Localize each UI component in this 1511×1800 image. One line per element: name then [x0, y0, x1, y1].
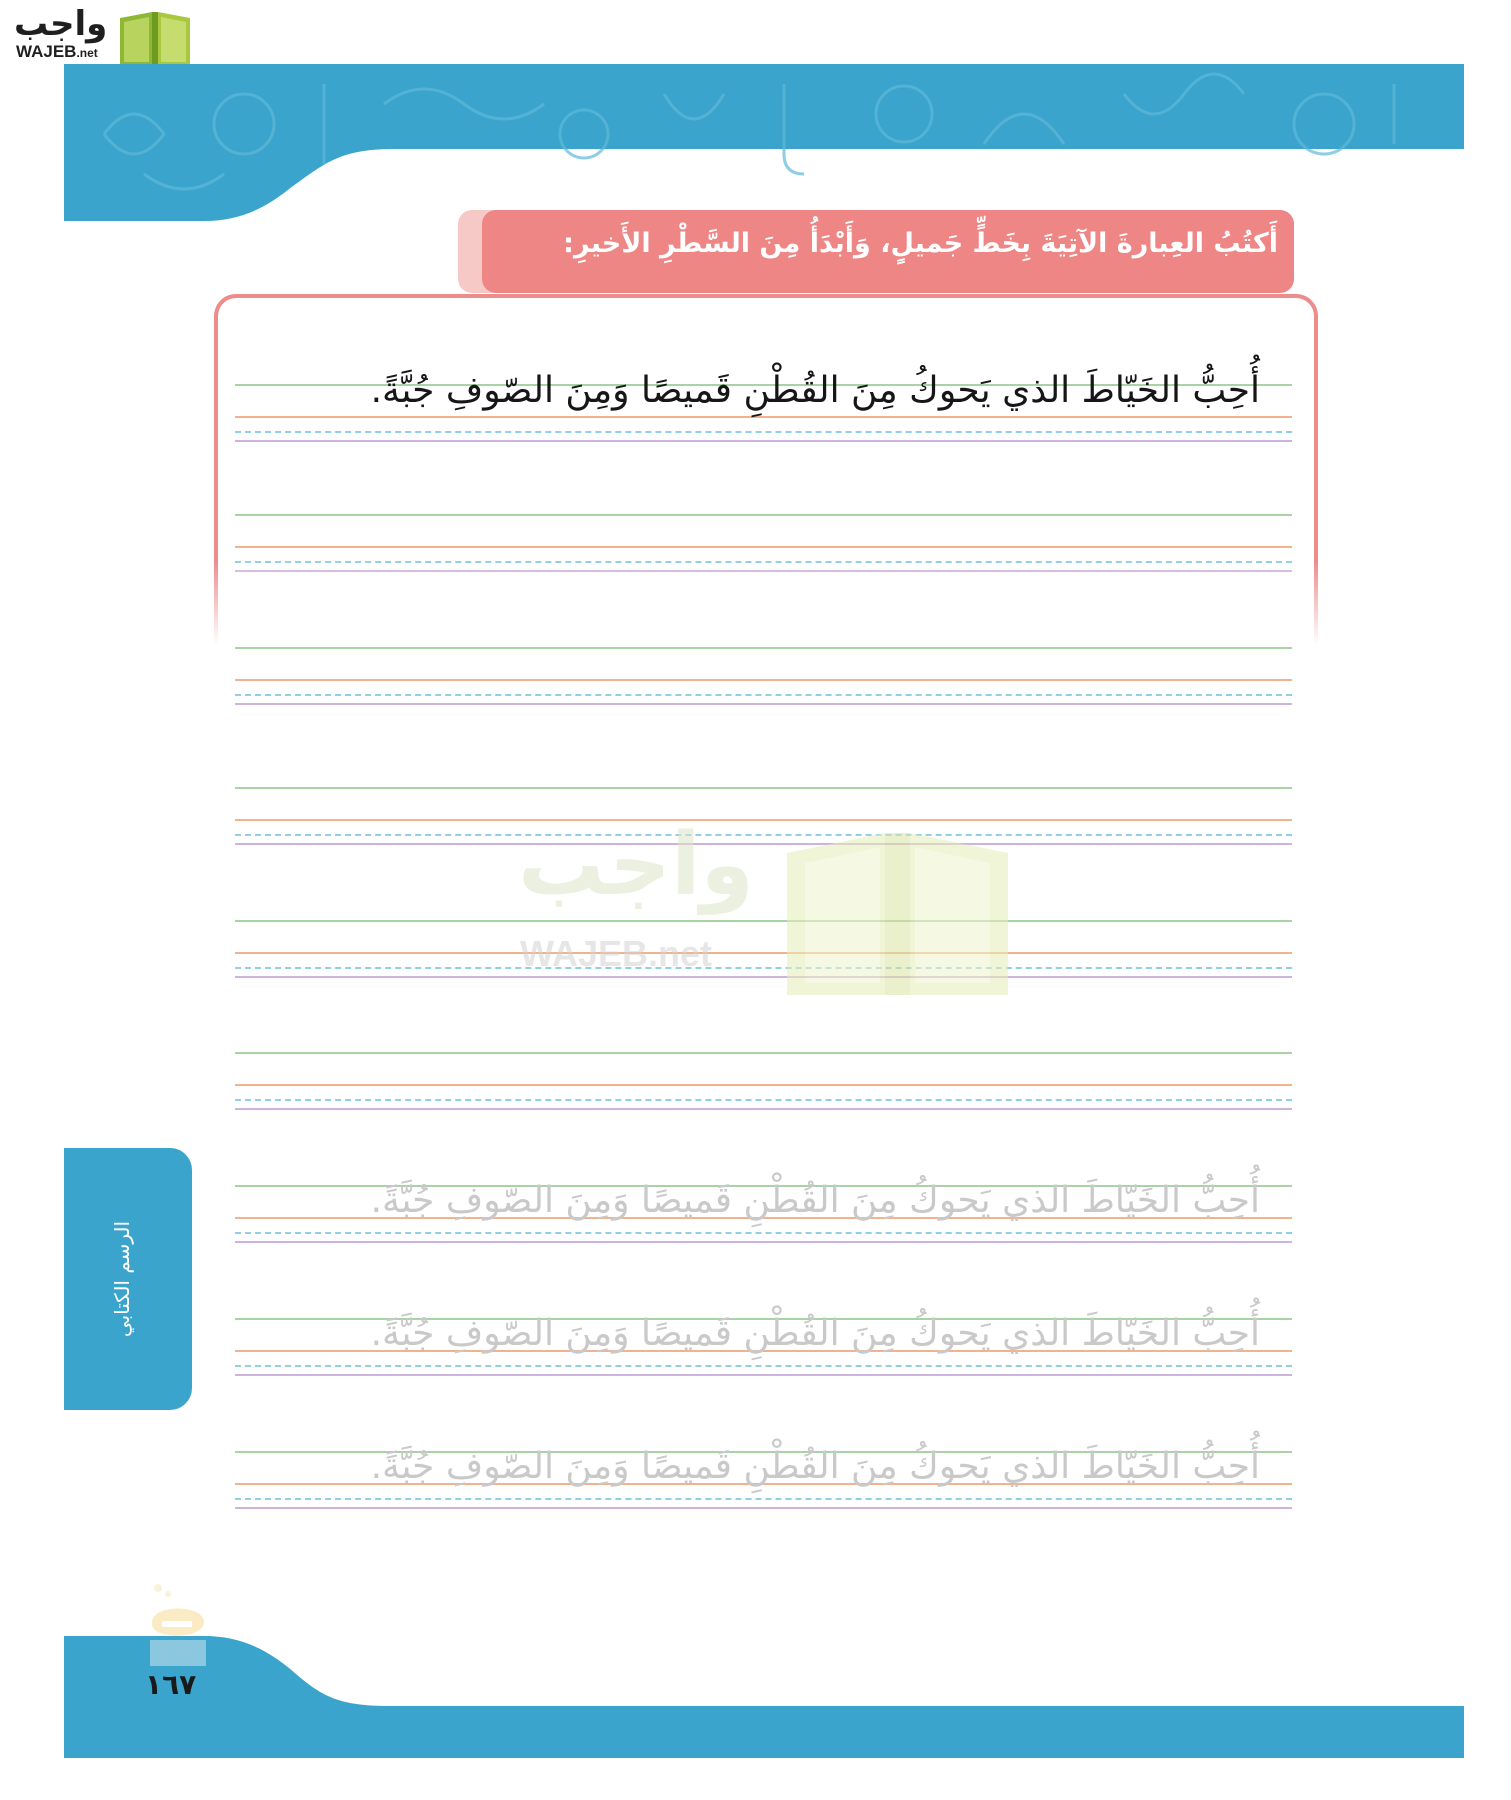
- ruled-line-3[interactable]: [235, 647, 1292, 707]
- instruction-text: أَكتُبُ العِبارةَ الآتِيَةَ بِخَطٍّ جَميلٍ، وَأَبْدَأُ مِنَ السَّطْرِ الأَخيرِ:: [563, 228, 1278, 259]
- publisher-logo-icon: [146, 1582, 210, 1668]
- watermark-latin: WAJEB.net: [520, 933, 713, 974]
- book-icon: [116, 8, 194, 68]
- trace-sentence-3: أُحِبُّ الخَيّاطَ الذي يَحوكُ مِنَ القُطْنِ قَميصًا وَمِنَ الصّوفِ جُبَّةً.: [370, 1446, 1260, 1487]
- footer-band: [64, 1636, 1464, 1758]
- wajeb-logo[interactable]: [8, 4, 193, 64]
- page-number: ١٦٧: [145, 1668, 197, 1701]
- watermark-book-icon: [785, 823, 1010, 998]
- side-tab: [64, 1148, 192, 1410]
- model-sentence: أُحِبُّ الخَيّاطَ الذي يَحوكُ مِنَ القُطْنِ قَميصًا وَمِنَ الصّوفِ جُبَّةً.: [370, 370, 1260, 411]
- logo-arabic-text: واجب: [14, 4, 108, 44]
- trace-sentence-2: أُحِبُّ الخَيّاطَ الذي يَحوكُ مِنَ القُطْنِ قَميصًا وَمِنَ الصّوفِ جُبَّةً.: [370, 1313, 1260, 1354]
- trace-sentence-1: أُحِبُّ الخَيّاطَ الذي يَحوكُ مِنَ القُطْنِ قَميصًا وَمِنَ الصّوفِ جُبَّةً.: [370, 1180, 1260, 1221]
- ruled-line-6[interactable]: [235, 1052, 1292, 1112]
- header-band: [64, 64, 1464, 221]
- watermark: [510, 815, 1010, 1000]
- side-tab-label: الرسم الكتابي: [110, 1220, 134, 1338]
- instruction-banner: [458, 210, 1294, 295]
- watermark-arabic: واجب: [518, 815, 754, 915]
- frame-fade: [200, 560, 1330, 660]
- logo-latin-text: WAJEB.net: [16, 42, 98, 61]
